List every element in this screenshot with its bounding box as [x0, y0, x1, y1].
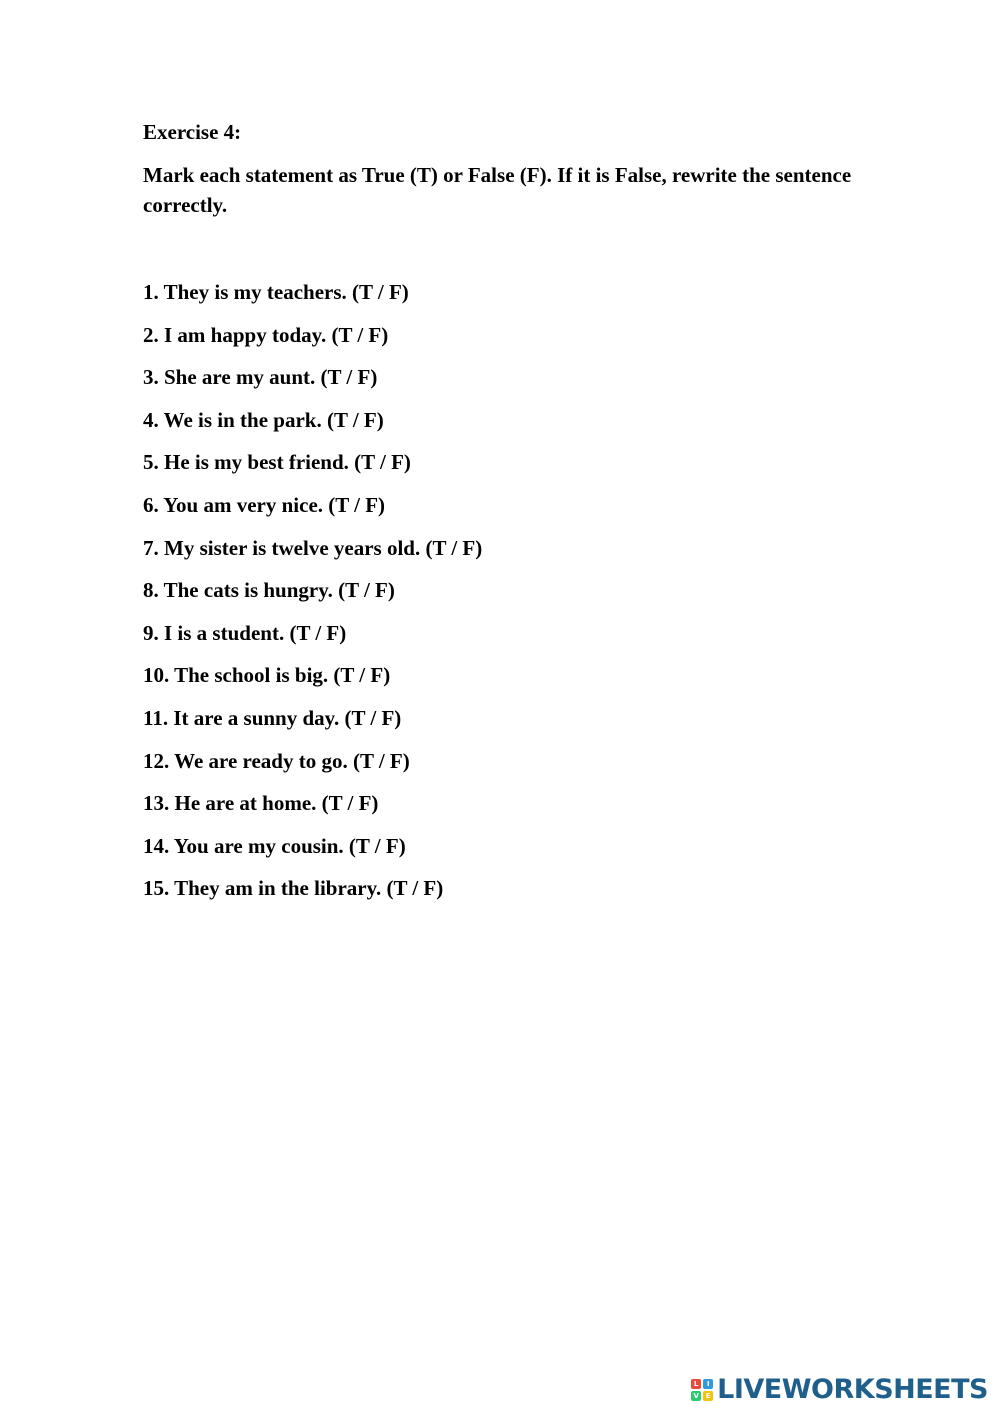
- instructions: Mark each statement as True (T) or False (F). If it is False, rewrite the sentence correctly.: [143, 163, 852, 217]
- statement-item: 1. They is my teachers. (T / F): [143, 280, 409, 304]
- statement-item: 5. He is my best friend. (T / F): [143, 450, 411, 475]
- statement-item: 2. I am happy today. (T / F): [143, 322, 389, 347]
- liveworksheets-wordmark: LIVEWORKSHEETS: [717, 1374, 988, 1405]
- statement-item: 14. You are my cousin. (T / F): [143, 833, 406, 858]
- liveworksheets-watermark: [691, 1373, 988, 1407]
- statement-item: 6. You am very nice. (T / F): [143, 492, 386, 517]
- statement-item: 8. The cats is hungry. (T / F): [143, 578, 395, 603]
- statement-item: 12. We are ready to go. (T / F): [143, 748, 410, 773]
- statement-item: 3. She are my aunt. (T / F): [143, 365, 378, 390]
- statement-item: 15. They am in the library. (T / F): [143, 876, 444, 901]
- statement-item: 7. My sister is twelve years old. (T / F): [143, 535, 483, 560]
- logo-square-i: I: [703, 1379, 713, 1389]
- statement-item: 13. He are at home. (T / F): [143, 791, 379, 816]
- logo-square-l: L: [691, 1379, 701, 1389]
- logo-square-v: V: [691, 1391, 701, 1401]
- logo-square-e: E: [703, 1391, 713, 1401]
- liveworksheets-logo-icon: [691, 1379, 713, 1401]
- statement-item: 11. It are a sunny day. (T / F): [143, 705, 402, 730]
- statement-item: 4. We is in the park. (T / F): [143, 407, 384, 432]
- statement-item: 9. I is a student. (T / F): [143, 620, 347, 645]
- worksheet-page: [143, 117, 863, 916]
- statement-item: 10. The school is big. (T / F): [143, 663, 391, 688]
- exercise-title: Exercise 4:: [143, 120, 242, 144]
- statement-list: [143, 277, 863, 916]
